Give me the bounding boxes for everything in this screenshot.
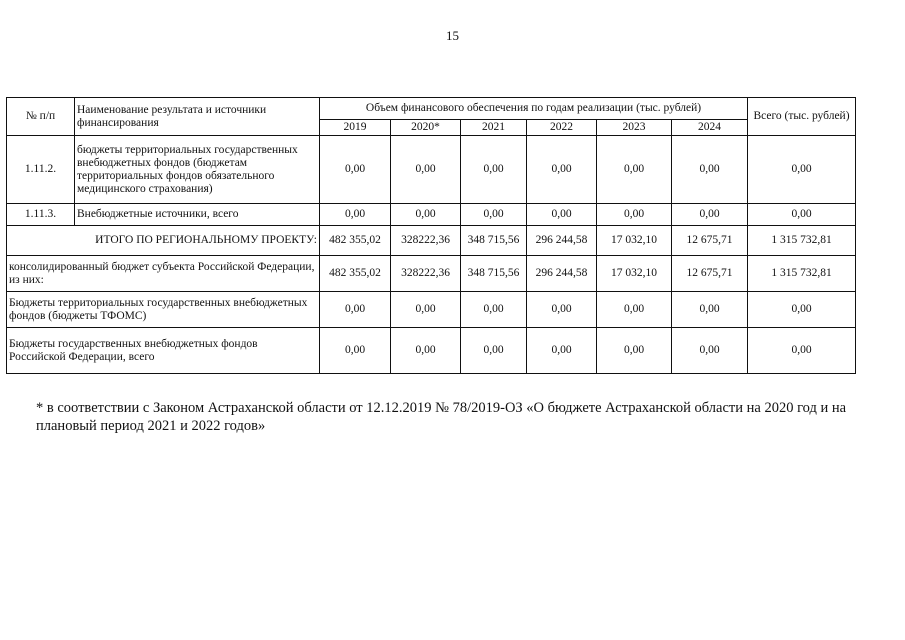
row-value: 0,00 — [672, 328, 748, 374]
row-total: 0,00 — [748, 204, 856, 226]
header-year: 2022 — [527, 120, 597, 136]
row-value: 12 675,71 — [672, 256, 748, 292]
row-value: 0,00 — [320, 204, 391, 226]
row-total: 0,00 — [748, 328, 856, 374]
row-value: 0,00 — [672, 292, 748, 328]
row-value: 17 032,10 — [597, 226, 672, 256]
row-value: 348 715,56 — [461, 226, 527, 256]
header-year: 2019 — [320, 120, 391, 136]
row-value: 482 355,02 — [320, 256, 391, 292]
row-value: 0,00 — [597, 204, 672, 226]
row-name: Бюджеты государственных внебюджетных фондов Российской Федерации, всего — [7, 328, 320, 374]
table-row-total — [7, 226, 856, 256]
row-value: 0,00 — [391, 204, 461, 226]
row-value: 0,00 — [527, 292, 597, 328]
row-value: 296 244,58 — [527, 226, 597, 256]
row-total: 1 315 732,81 — [748, 226, 856, 256]
row-total: 0,00 — [748, 292, 856, 328]
row-total: 0,00 — [748, 136, 856, 204]
row-value: 0,00 — [461, 204, 527, 226]
row-value: 0,00 — [320, 328, 391, 374]
row-value: 0,00 — [391, 136, 461, 204]
row-value: 0,00 — [672, 136, 748, 204]
row-value: 0,00 — [461, 292, 527, 328]
header-year: 2021 — [461, 120, 527, 136]
table-row — [7, 256, 856, 292]
row-index: 1.11.3. — [7, 204, 75, 226]
header-year: 2024 — [672, 120, 748, 136]
row-index: 1.11.2. — [7, 136, 75, 204]
row-name: Бюджеты территориальных государственных внебюджетных фондов (бюджеты ТФОМС) — [7, 292, 320, 328]
row-value: 12 675,71 — [672, 226, 748, 256]
row-value: 0,00 — [461, 136, 527, 204]
table-row — [7, 292, 856, 328]
row-name: ИТОГО ПО РЕГИОНАЛЬНОМУ ПРОЕКТУ: — [7, 226, 320, 256]
row-value: 0,00 — [391, 292, 461, 328]
row-value: 0,00 — [527, 328, 597, 374]
table-row — [7, 136, 856, 204]
header-index: № п/п — [7, 98, 75, 136]
row-value: 348 715,56 — [461, 256, 527, 292]
table-row — [7, 204, 856, 226]
row-value: 0,00 — [391, 328, 461, 374]
row-name: консолидированный бюджет субъекта Российской Федерации, из них: — [7, 256, 320, 292]
row-value: 0,00 — [527, 136, 597, 204]
header-name: Наименование результата и источники финансирования — [75, 98, 320, 136]
row-value: 0,00 — [320, 292, 391, 328]
row-value: 0,00 — [461, 328, 527, 374]
row-value: 17 032,10 — [597, 256, 672, 292]
header-year: 2023 — [597, 120, 672, 136]
row-total: 1 315 732,81 — [748, 256, 856, 292]
row-value: 0,00 — [527, 204, 597, 226]
page-number: 15 — [446, 28, 459, 43]
row-value: 296 244,58 — [527, 256, 597, 292]
row-value: 0,00 — [597, 292, 672, 328]
header-year: 2020* — [391, 120, 461, 136]
row-name: Внебюджетные источники, всего — [75, 204, 320, 226]
row-value: 328222,36 — [391, 226, 461, 256]
row-name: бюджеты территориальных государственных внебюджетных фондов (бюджетам территориальных фондов обязательного медицинского страхования) — [75, 136, 320, 204]
row-value: 0,00 — [597, 328, 672, 374]
row-value: 0,00 — [320, 136, 391, 204]
financing-table — [6, 97, 856, 374]
row-value: 0,00 — [597, 136, 672, 204]
footnote: * в соответствии с Законом Астраханской области от 12.12.2019 № 78/2019-ОЗ «О бюджете Астраханской области на 2020 год и на плановый период 2021 и 2022 годов» — [36, 400, 847, 434]
table-row — [7, 328, 856, 374]
row-value: 482 355,02 — [320, 226, 391, 256]
header-years-group: Объем финансового обеспечения по годам реализации (тыс. рублей) — [320, 98, 748, 120]
row-value: 328222,36 — [391, 256, 461, 292]
row-value: 0,00 — [672, 204, 748, 226]
header-total: Всего (тыс. рублей) — [748, 98, 856, 136]
